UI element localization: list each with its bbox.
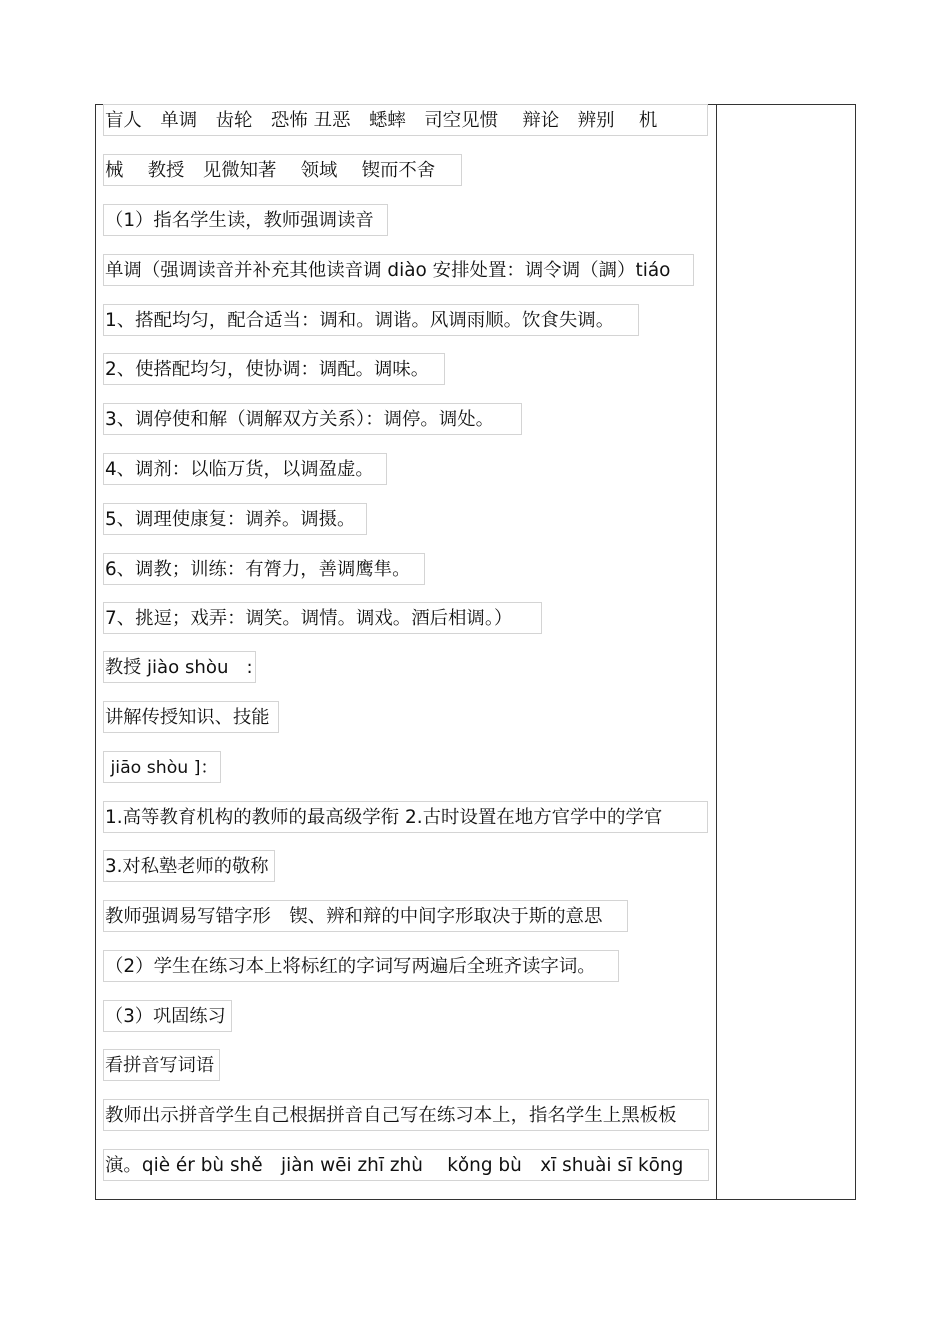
text-line: 教授 jiào shòu :	[103, 651, 256, 683]
text-line: 演。qiè ér bù shě jiàn wēi zhī zhù kǒng bù xī shuài sī kōng	[103, 1149, 709, 1181]
text-line: jiāo shòu ]：	[103, 751, 221, 783]
text-line: （3）巩固练习	[103, 1000, 232, 1032]
text-line: 1.高等教育机构的教师的最高级学衔 2.古时设置在地方官学中的学官	[103, 801, 708, 833]
text-line: 1、搭配均匀，配合适当：调和。调谐。风调雨顺。饮食失调。	[103, 304, 639, 336]
text-line: （2）学生在练习本上将标红的字词写两遍后全班齐读字词。	[103, 950, 619, 982]
text-line: 盲人 单调 齿轮 恐怖 丑恶 蟋蟀 司空见惯 辩论 辨别 机	[103, 104, 708, 136]
text-line: 教师出示拼音学生自己根据拼音自己写在练习本上，指名学生上黑板板	[103, 1099, 709, 1131]
text-line: 械 教授 见微知著 领域 锲而不舍	[103, 154, 462, 186]
text-line: 3.对私塾老师的敬称	[103, 850, 275, 882]
text-line: 3、调停使和解（调解双方关系）：调停。调处。	[103, 403, 522, 435]
column-divider	[716, 104, 717, 1200]
text-line: 教师强调易写错字形 锲、辨和辩的中间字形取决于斯的意思	[103, 900, 628, 932]
text-line: 6、调教；训练：有膂力，善调鹰隼。	[103, 553, 425, 585]
text-line: 单调（强调读音并补充其他读音调 diào 安排处置：调令调（調）tiáo	[103, 254, 694, 286]
text-line: （1）指名学生读，教师强调读音	[103, 204, 388, 236]
text-line: 看拼音写词语	[103, 1049, 220, 1081]
text-line: 讲解传授知识、技能	[103, 701, 279, 733]
text-line: 5、调理使康复：调养。调摄。	[103, 503, 367, 535]
text-line: 7、挑逗；戏弄：调笑。调情。调戏。酒后相调。）	[103, 602, 542, 634]
text-line: 4、调剂：以临万货，以调盈虚。	[103, 453, 387, 485]
text-line: 2、使搭配均匀，使协调：调配。调味。	[103, 353, 445, 385]
